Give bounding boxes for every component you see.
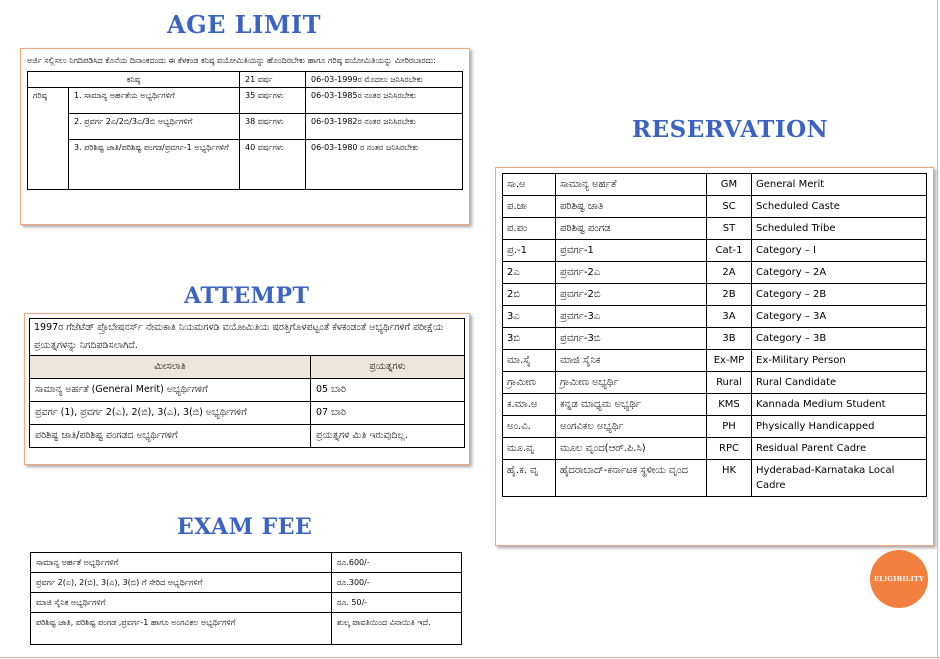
- fee-category: ಪ್ರವರ್ಗ 2(ಎ), 2(ಬಿ), 3(ಎ), 3(ಬಿ) ಗೆ ಸೇರಿದ ಅಭ್ಯರ್ಥಿಗಳಿಗೆ: [31, 573, 332, 593]
- reservation-english: Rural Candidate: [752, 372, 927, 394]
- age-min-date: 06-03-1999ರ ಮೊದಲು ಜನಿಸಿರಬೇಕು: [306, 72, 463, 88]
- reservation-code: 2B: [707, 284, 752, 306]
- fee-amount: ರೂ.600/-: [332, 553, 462, 573]
- age-limit-panel: [20, 48, 470, 225]
- table-row: [503, 328, 927, 350]
- reservation-english: Scheduled Tribe: [752, 218, 927, 240]
- reservation-kannada: ಪ್ರವರ್ಗ-1: [556, 240, 707, 262]
- reservation-kannada: ಸಾಮಾನ್ಯ ಅರ್ಹತೆ: [556, 174, 707, 196]
- reservation-panel: [495, 167, 934, 546]
- reservation-abbr: 2ಬಿ: [503, 284, 556, 306]
- exam-fee-heading: EXAM FEE: [177, 514, 313, 540]
- attempt-count: ಪ್ರಯತ್ನಗಳ ಮಿತಿ ಇರುವುದಿಲ್ಲ.: [311, 425, 465, 448]
- attempt-col-category: ಮೀಸಲಾತಿ: [30, 356, 311, 379]
- reservation-kannada: ಪ್ರವರ್ಗ-2ಎ: [556, 262, 707, 284]
- reservation-kannada: ಪರಿಶಿಷ್ಟ ಪಂಗಡ: [556, 218, 707, 240]
- reservation-code: KMS: [707, 394, 752, 416]
- attempt-header-row: [30, 356, 465, 379]
- age-limit-min-row: [28, 72, 463, 88]
- table-row: [503, 438, 927, 460]
- table-row: [31, 613, 462, 645]
- table-row: [503, 394, 927, 416]
- table-row: [503, 372, 927, 394]
- attempt-category: ಪ್ರವರ್ಗ (1), ಪ್ರವರ್ಗ 2(ಎ), 2(ಬಿ), 3(ಎ), 3(ಬಿ) ಅಭ್ಯರ್ಥಿಗಳಿಗೆ: [30, 402, 311, 425]
- table-row: [503, 218, 927, 240]
- age-date: 06-03-1982ರ ನಂತರ ಜನಿಸಿರಬೇಕು: [306, 114, 463, 140]
- reservation-kannada: ಅಂಗವಿಕಲ ಅಭ್ಯರ್ಥಿ: [556, 416, 707, 438]
- table-row: [503, 416, 927, 438]
- age-value: 38 ವರ್ಷಗಳು: [240, 114, 306, 140]
- age-date: 06-03-1985ರ ನಂತರ ಜನಿಸಿರಬೇಕು: [306, 88, 463, 114]
- attempt-heading: ATTEMPT: [184, 283, 310, 309]
- slide-border-right: [937, 0, 938, 659]
- attempt-intro: 1997ರ ಗೆಜೆಟೆಡ್ ಪ್ರೊಬೇಷನರ್ಸ್ ನೇಮಕಾತಿ ನಿಯಮಗಳಡಿ ವಯೋಮಿತಿಯ ಷರತ್ತಿಗೊಳಪಟ್ಟಂತೆ ಕೆಳಕಂಡಂತೆ ಅಭ್ಯರ್ಥಿಗಳಿಗೆ ಪರೀಕ್ಷೆಯ ಪ್ರಯತ್ನಗಳನ್ನು ನಿಗದಿಪಡಿಸಲಾಗಿದೆ.: [29, 318, 465, 355]
- reservation-kannada: ಪ್ರವರ್ಗ-3ಎ: [556, 306, 707, 328]
- table-row: [30, 402, 465, 425]
- attempt-table: [29, 355, 465, 448]
- reservation-kannada: ಪರಿಶಿಷ್ಟ ಜಾತಿ: [556, 196, 707, 218]
- reservation-english: Kannada Medium Student: [752, 394, 927, 416]
- attempt-count: 07 ಬಾರಿ: [311, 402, 465, 425]
- table-row: [503, 306, 927, 328]
- table-row: [503, 262, 927, 284]
- attempt-count: 05 ಬಾರಿ: [311, 379, 465, 402]
- reservation-english: Scheduled Caste: [752, 196, 927, 218]
- age-date: 06-03-1980 ರ ನಂತರ ಜನಿಸಿರಬೇಕು: [306, 140, 463, 190]
- fee-category: ಪರಿಶಿಷ್ಟ ಜಾತಿ, ಪರಿಶಿಷ್ಟ ಪಂಗಡ ,ಪ್ರವರ್ಗ-1 ಹಾಗೂ ಅಂಗವಿಕಲ ಅಭ್ಯರ್ಥಿಗಳಿಗೆ: [31, 613, 332, 645]
- reservation-english: Category – 3A: [752, 306, 927, 328]
- reservation-abbr: ಕ.ಮಾ.ಅ: [503, 394, 556, 416]
- reservation-heading: RESERVATION: [632, 116, 829, 143]
- reservation-abbr: 3ಬಿ: [503, 328, 556, 350]
- age-limit-heading: AGE LIMIT: [167, 10, 322, 39]
- reservation-code: Ex-MP: [707, 350, 752, 372]
- age-value: 35 ವರ್ಷಗಳು: [240, 88, 306, 114]
- reservation-code: GM: [707, 174, 752, 196]
- reservation-code: 2A: [707, 262, 752, 284]
- table-row: [31, 593, 462, 613]
- reservation-english: Category – 3B: [752, 328, 927, 350]
- age-limit-intro: ಅರ್ಜಿ ಸಲ್ಲಿಸಲು ನಿಗದಿಪಡಿಸಿದ ಕೊನೆಯ ದಿನಾಂಕದಂದು ಈ ಕೆಳಕಂಡ ಕನಿಷ್ಠ ವಯೋಮಿತಿಯನ್ನು ಹೊಂದಿರಬೇಕು ಹಾಗೂ ಗರಿಷ್ಠ ವಯೋಮಿತಿಯನ್ನು ಮೀರಿರಬಾರದು:: [27, 56, 436, 65]
- fee-amount: ರೂ.300/-: [332, 573, 462, 593]
- reservation-abbr: ಪ.ಜಾ: [503, 196, 556, 218]
- reservation-abbr: ಮಾ.ಸೈ: [503, 350, 556, 372]
- reservation-abbr: 3ಎ: [503, 306, 556, 328]
- exam-fee-table: [30, 552, 462, 645]
- reservation-code: HK: [707, 460, 752, 497]
- table-row: [503, 240, 927, 262]
- reservation-abbr: ಅಂ.ವಿ.: [503, 416, 556, 438]
- table-row: [30, 379, 465, 402]
- slide-border-bottom: [0, 657, 940, 658]
- reservation-abbr: 2ಎ: [503, 262, 556, 284]
- reservation-english: Category – 2A: [752, 262, 927, 284]
- reservation-abbr: ಹೈ.ಕ. ವೃ: [503, 460, 556, 497]
- table-row: [28, 88, 463, 114]
- table-row: [31, 573, 462, 593]
- reservation-kannada: ಪ್ರವರ್ಗ-3ಬಿ: [556, 328, 707, 350]
- age-limit-table: [27, 71, 463, 190]
- reservation-code: ST: [707, 218, 752, 240]
- reservation-kannada: ಮೂಲ ವೃಂದ(ಆರ್.ಪಿ.ಸಿ): [556, 438, 707, 460]
- table-row: [503, 174, 927, 196]
- fee-amount: ಶುಲ್ಕ ಪಾವತಿಯಿಂದ ವಿನಾಯಿತಿ ಇದೆ.: [332, 613, 462, 645]
- fee-amount: ರೂ. 50/-: [332, 593, 462, 613]
- reservation-english: Category – I: [752, 240, 927, 262]
- age-category: 2. ಪ್ರವರ್ಗ 2ಎ/2ಬಿ/3ಎ/3ಬಿ ಅಭ್ಯರ್ಥಿಗಳಿಗೆ: [69, 114, 240, 140]
- reservation-english: Category – 2B: [752, 284, 927, 306]
- age-category: 1. ಸಾಮಾನ್ಯ ಅರ್ಹತೆಯ ಅಭ್ಯರ್ಥಿಗಳಿಗೆ: [69, 88, 240, 114]
- attempt-panel: [24, 313, 470, 465]
- age-min-label: ಕನಿಷ್ಠ: [28, 72, 240, 88]
- age-max-label: ಗರಿಷ್ಠ: [28, 88, 69, 190]
- exam-fee-panel: [26, 548, 466, 654]
- eligibility-badge[interactable]: ELIGIBILITY: [870, 550, 928, 608]
- reservation-code: PH: [707, 416, 752, 438]
- table-row: [503, 350, 927, 372]
- reservation-code: 3B: [707, 328, 752, 350]
- reservation-abbr: ಪ.ಪಂ: [503, 218, 556, 240]
- reservation-english: Hyderabad-Karnataka Local Cadre: [752, 460, 927, 497]
- table-row: [28, 114, 463, 140]
- fee-category: ಸಾಮಾನ್ಯ ಅರ್ಹತೆ ಅಭ್ಯರ್ಥಿಗಳಿಗೆ: [31, 553, 332, 573]
- reservation-code: RPC: [707, 438, 752, 460]
- reservation-english: General Merit: [752, 174, 927, 196]
- reservation-kannada: ಹೈದರಾಬಾದ್-ಕರ್ನಾಟಕ ಸ್ಥಳೀಯ ವೃಂದ: [556, 460, 707, 497]
- reservation-table: [502, 173, 927, 497]
- attempt-category: ಪರಿಶಿಷ್ಟ ಜಾತಿ/ಪರಿಶಿಷ್ಟ ಪಂಗಡದ ಅಭ್ಯರ್ಥಿಗಳಿಗೆ: [30, 425, 311, 448]
- table-row: [503, 460, 927, 497]
- reservation-abbr: ಗ್ರಾಮೀಣ: [503, 372, 556, 394]
- attempt-col-attempts: ಪ್ರಯತ್ನಗಳು: [311, 356, 465, 379]
- reservation-english: Physically Handicapped: [752, 416, 927, 438]
- table-row: [503, 196, 927, 218]
- reservation-kannada: ಮಾಜಿ ಸೈನಿಕ: [556, 350, 707, 372]
- age-value: 40 ವರ್ಷಗಳು: [240, 140, 306, 190]
- table-row: [503, 284, 927, 306]
- reservation-code: SC: [707, 196, 752, 218]
- reservation-code: Cat-1: [707, 240, 752, 262]
- reservation-code: Rural: [707, 372, 752, 394]
- reservation-abbr: ಮೂ.ವೃ: [503, 438, 556, 460]
- reservation-code: 3A: [707, 306, 752, 328]
- reservation-kannada: ಕನ್ನಡ ಮಾಧ್ಯಮ ಅಭ್ಯರ್ಥಿ: [556, 394, 707, 416]
- reservation-english: Ex-Military Person: [752, 350, 927, 372]
- age-min-value: 21 ವರ್ಷ: [240, 72, 306, 88]
- table-row: [28, 140, 463, 190]
- reservation-abbr: ಪ್ರ.-1: [503, 240, 556, 262]
- reservation-abbr: ಸಾ.ಅ: [503, 174, 556, 196]
- reservation-kannada: ಪ್ರವರ್ಗ-2ಬಿ: [556, 284, 707, 306]
- table-row: [30, 425, 465, 448]
- table-row: [31, 553, 462, 573]
- attempt-category: ಸಾಮಾನ್ಯ ಅರ್ಹತೆ (General Merit) ಅಭ್ಯರ್ಥಿಗಳಿಗೆ: [30, 379, 311, 402]
- fee-category: ಮಾಜಿ ಸೈನಿಕ ಅಭ್ಯರ್ಥಿಗಳಿಗೆ: [31, 593, 332, 613]
- reservation-table-body: [503, 174, 927, 497]
- age-category: 3. ಪರಿಶಿಷ್ಟ ಜಾತಿ/ಪರಿಶಿಷ್ಟ ಪಂಗಡ/ಪ್ರವರ್ಗ-1 ಅಭ್ಯರ್ಥಿಗಳಿಗೆ: [69, 140, 240, 190]
- reservation-kannada: ಗ್ರಾಮೀಣ ಅಭ್ಯರ್ಥಿ: [556, 372, 707, 394]
- reservation-english: Residual Parent Cadre: [752, 438, 927, 460]
